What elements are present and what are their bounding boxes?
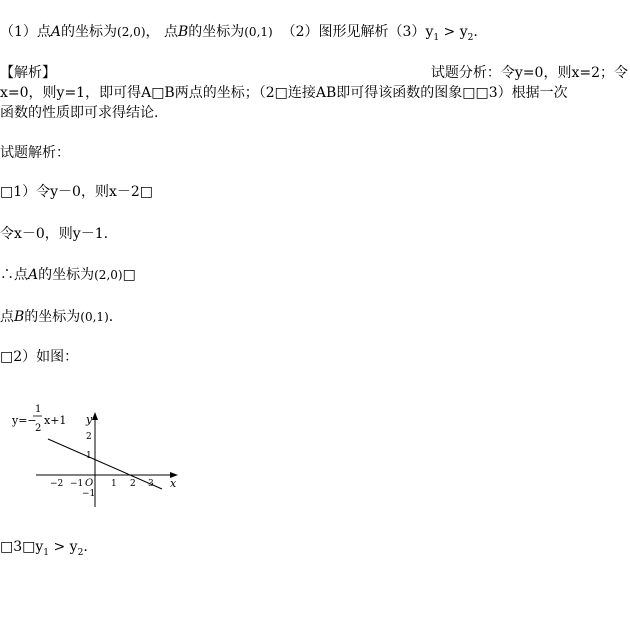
answer-part1-prefix: （1）点 xyxy=(0,24,51,40)
x-tick-label: −2 xyxy=(50,479,64,489)
step4-end: . xyxy=(108,309,114,325)
step4-prefix: 点 xyxy=(0,309,14,325)
answer-coord-label-b: 的坐标为 xyxy=(188,24,245,40)
step6-end: . xyxy=(83,539,88,555)
y-tick-label: −1 xyxy=(82,489,96,499)
step6-y2: y xyxy=(69,539,78,555)
step4-coord: (0,1) xyxy=(80,310,109,324)
step3-mid: 的坐标为 xyxy=(38,267,95,283)
answer-line xyxy=(0,22,478,48)
point-a-label: A xyxy=(50,24,62,40)
equation-rhs: x+1 xyxy=(44,414,67,427)
analysis-summary-start: 试题分析：令y=0，则x=2；令 xyxy=(430,65,628,81)
function-graph xyxy=(6,402,196,512)
solution-step1: □1）令y－0，则x－2□ xyxy=(0,184,153,200)
answer-separator: ， 点 xyxy=(145,24,178,40)
x-axis-label: x xyxy=(170,477,177,490)
answer-y1: y xyxy=(425,24,434,40)
x-tick-label: 3 xyxy=(148,479,154,489)
solution-step3 xyxy=(0,265,136,285)
answer-y1-sub: 1 xyxy=(433,32,440,43)
y-tick-label: 2 xyxy=(86,432,92,442)
step3-point-a: A xyxy=(28,267,39,283)
solution-step5: □2）如图： xyxy=(0,349,79,365)
x-tick-label: −1 xyxy=(70,479,84,489)
solution-step4 xyxy=(0,307,113,327)
point-b-coord: (0,1) xyxy=(244,25,273,39)
step3-coord: (2,0) xyxy=(94,268,123,282)
analysis-tag: 【解析】 xyxy=(0,65,56,81)
analysis-line2: x=0，则y=1，即可得A□B两点的坐标；（2□连接AB即可得该函数的图象□□3）根据一次 xyxy=(0,85,568,101)
answer-y2: y xyxy=(459,24,468,40)
point-a-coord: (2,0) xyxy=(117,25,146,39)
solution-heading: 试题解析： xyxy=(0,145,70,161)
x-tick-label: 2 xyxy=(130,479,136,489)
analysis-line3: 函数的性质即可求得结论. xyxy=(0,105,159,121)
step6-y1-sub: 1 xyxy=(43,547,50,558)
equation-numerator: 1 xyxy=(35,404,42,415)
x-tick-label: 1 xyxy=(111,479,117,489)
function-line xyxy=(48,439,162,489)
answer-y2-sub: 2 xyxy=(467,32,474,43)
step3-end: □ xyxy=(122,267,136,283)
answer-end: . xyxy=(473,24,478,40)
y-tick-label: 1 xyxy=(86,451,92,461)
step6-y1: y xyxy=(35,539,44,555)
solution-step6 xyxy=(0,537,88,563)
point-b-label: B xyxy=(177,24,189,40)
y-axis-arrow xyxy=(92,412,98,420)
equation-denominator: 2 xyxy=(35,423,42,434)
solution-step2: 令x－0，则y－1. xyxy=(0,226,109,242)
origin-label: O xyxy=(85,478,94,489)
answer-coord-label: 的坐标为 xyxy=(61,24,118,40)
step6-gt: > xyxy=(49,539,70,555)
step6-y2-sub: 2 xyxy=(77,547,84,558)
step4-point-b: B xyxy=(14,309,25,325)
step4-mid: 的坐标为 xyxy=(24,309,81,325)
equation-lhs: y=− xyxy=(12,414,37,427)
answer-gt: > xyxy=(439,24,460,40)
step6-prefix: □3□ xyxy=(0,539,36,555)
step3-prefix: ∴点 xyxy=(0,267,28,283)
y-axis-label: y xyxy=(86,413,93,426)
answer-part2: （2）图形见解析（3） xyxy=(281,24,426,40)
